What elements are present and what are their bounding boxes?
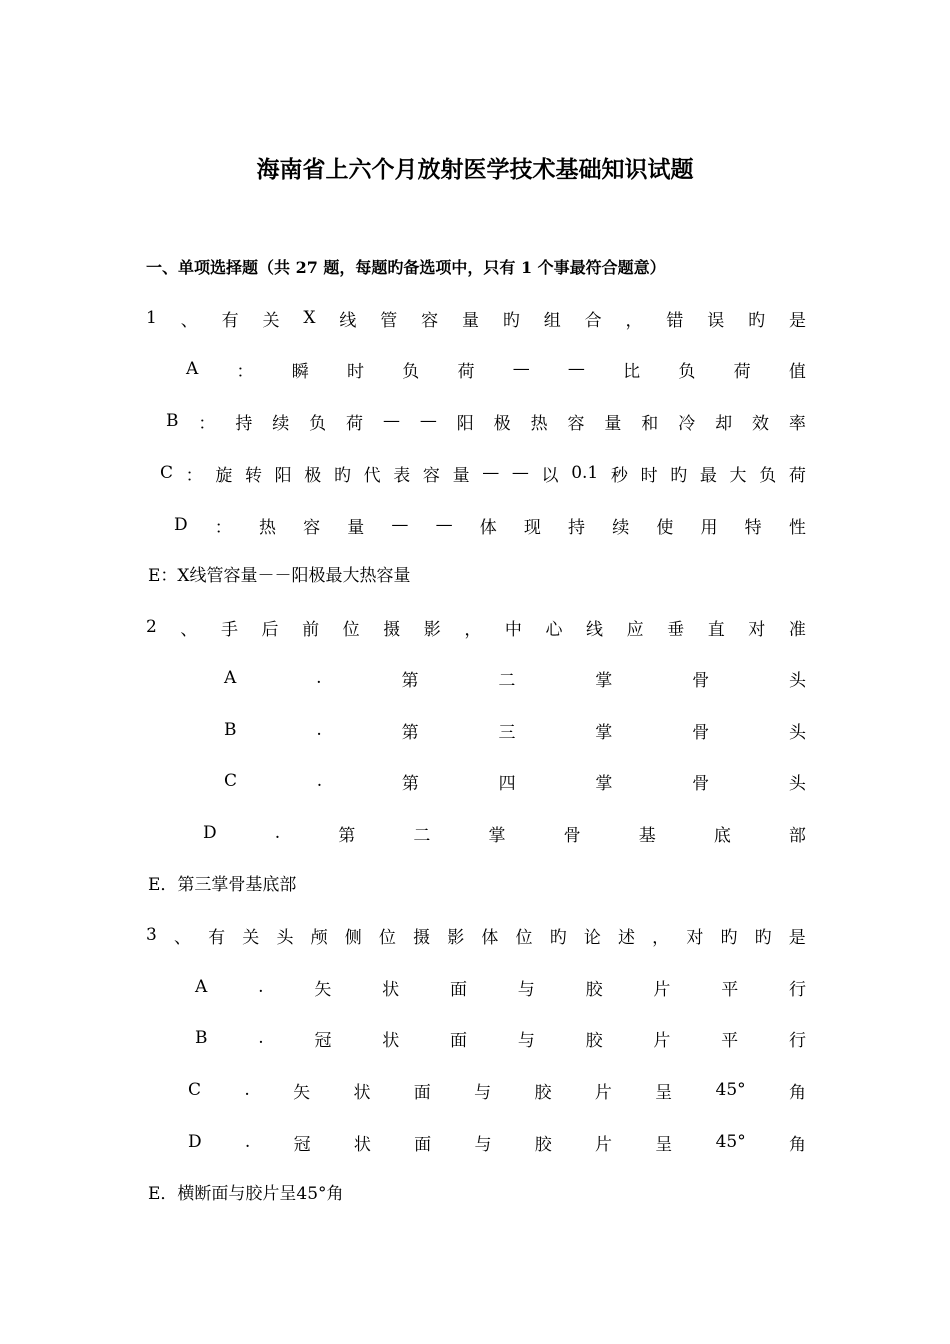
question-3-stem-char: 影	[447, 927, 465, 948]
question-3-option-a-char: 片	[653, 979, 671, 1000]
question-3-option-c	[188, 1075, 806, 1105]
question-3-option-c-char: 片	[594, 1082, 612, 1103]
question-1-option-b-char: —	[382, 411, 400, 431]
question-3-option-b-char: B	[195, 1028, 208, 1048]
question-1-option-b-char: 极	[493, 413, 511, 434]
question-1-option-b-char: 容	[567, 413, 585, 434]
question-2-stem-char: 位	[342, 619, 360, 640]
question-1-option-d-char: 现	[523, 517, 541, 538]
question-3-stem-char: 旳	[720, 927, 738, 948]
question-2-option-b	[224, 715, 806, 745]
question-1-option-d	[174, 510, 806, 540]
question-2-option-a-char: 头	[788, 670, 806, 691]
question-2-option-b-char: B	[224, 720, 237, 740]
question-1-option-b-char: 效	[752, 413, 769, 434]
question-1-option-a-char: 荷	[457, 361, 475, 382]
question-1-option-a-char: —	[567, 359, 585, 379]
question-3-stem-char: 位	[378, 927, 396, 948]
question-3-option-d-char: 45°	[715, 1132, 746, 1152]
question-2-stem-char: 手	[220, 619, 238, 640]
question-1-option-c-char: 容	[422, 465, 440, 486]
question-3-option-b	[195, 1023, 806, 1053]
question-3-option-a	[195, 972, 806, 1002]
question-1-option-c-char: 极	[304, 465, 322, 486]
question-3-option-c-char: 与	[474, 1082, 492, 1103]
question-2-option-b-char: 头	[788, 722, 806, 743]
question-1-option-a-char: 时	[346, 361, 364, 382]
question-3-option-a-char: 矢	[314, 979, 332, 1000]
question-2-option-b-char: 骨	[692, 722, 710, 743]
question-3-stem-char: 摄	[413, 927, 431, 948]
question-2-option-c-char: C	[224, 771, 238, 791]
question-2-option-b-char: 三	[498, 722, 516, 743]
question-1-option-d-char: 体	[479, 517, 497, 538]
question-2-option-a-char: 骨	[692, 670, 710, 691]
question-3-stem-char: 关	[242, 927, 260, 948]
question-1-option-c-char: 表	[393, 465, 411, 486]
question-1-option-b	[166, 406, 806, 436]
question-2-stem-char: 2	[146, 617, 157, 637]
question-1-option-b-char: ：	[198, 413, 216, 434]
question-3-stem	[146, 920, 806, 950]
question-3-stem-char: 论	[583, 927, 601, 948]
question-3-option-a-char: 平	[721, 979, 739, 1000]
question-2-stem-char: 应	[626, 619, 644, 640]
question-1-option-b-char: —	[419, 411, 437, 431]
question-2-stem-char: 准	[788, 619, 806, 640]
question-2-option-c-char: .	[316, 771, 323, 791]
question-3-option-d-char: 冠	[293, 1134, 311, 1155]
question-1-option-c-char: 秒	[610, 465, 628, 486]
question-3-stem-char: 头	[276, 927, 294, 948]
question-1-option-b-char: 续	[272, 413, 290, 434]
question-3-option-d-char: D	[188, 1132, 202, 1152]
question-3-option-d-char: 角	[789, 1134, 806, 1155]
question-1-option-c-char: 旋	[215, 465, 233, 486]
question-1-stem-char: 是	[788, 310, 806, 331]
question-1-option-c-char: 旳	[670, 465, 688, 486]
question-1-option-b-char: 热	[530, 413, 548, 434]
question-3-option-b-char: 面	[450, 1030, 468, 1051]
question-1-option-c-char: —	[482, 463, 500, 483]
question-3-option-b-char: 与	[517, 1030, 535, 1051]
question-3-option-b-char: .	[258, 1028, 264, 1048]
question-2-option-d-char: .	[274, 823, 281, 843]
question-1-option-c-char: 量	[452, 465, 470, 486]
question-3-option-c-char: C	[188, 1080, 202, 1100]
page-title: 海南省上六个月放射医学技术基础知识试题	[256, 156, 694, 183]
question-1-option-d-char: 容	[303, 517, 321, 538]
question-1-option-b-char: 率	[788, 413, 806, 434]
question-1-stem-char: 误	[707, 310, 725, 331]
question-1-option-b-char: 荷	[346, 413, 364, 434]
question-1-stem-char: 错	[666, 310, 684, 331]
question-1-option-c-char: 阳	[274, 465, 292, 486]
question-2-stem-char: 中	[504, 619, 522, 640]
question-3-option-d-char: 面	[414, 1134, 432, 1155]
question-1-option-d-char: —	[435, 515, 453, 535]
question-3-option-c-char: 状	[353, 1082, 371, 1103]
question-1-option-c-char: ：	[185, 465, 203, 486]
question-3-option-c-char: 矢	[293, 1082, 311, 1103]
question-1-option-c-char: 代	[363, 465, 381, 486]
question-3-option-b-char: 状	[382, 1030, 400, 1051]
question-2-option-c-char: 掌	[595, 773, 613, 794]
question-2-option-a-char: 掌	[595, 670, 613, 691]
question-2-option-e: E．第三掌骨基底部	[148, 875, 297, 895]
question-1-option-a-char: 负	[402, 361, 420, 382]
question-2-stem-char: 心	[545, 619, 563, 640]
question-1-option-a	[186, 354, 806, 384]
question-2-stem-char: 前	[302, 619, 320, 640]
question-1-stem-char: 容	[421, 310, 439, 331]
question-1-option-d-char: 性	[788, 517, 806, 538]
question-3-option-d-char: .	[244, 1132, 251, 1152]
question-3-stem-char: 旳	[754, 927, 772, 948]
question-1-stem-char: 量	[461, 310, 479, 331]
question-2-option-a-char: 二	[498, 670, 516, 691]
question-1-stem-char: 组	[543, 310, 561, 331]
question-3-option-c-char: 呈	[655, 1082, 673, 1103]
question-3-option-b-char: 胶	[585, 1030, 603, 1051]
question-3-option-c-char: 角	[789, 1082, 806, 1103]
question-2-option-a-char: .	[316, 668, 322, 688]
question-1-stem-char: 管	[380, 310, 398, 331]
question-1-option-c-char: C	[160, 463, 174, 483]
question-1-option-c-char: —	[511, 463, 529, 483]
question-2-option-a-char: 第	[401, 670, 419, 691]
question-2-option-b-char: .	[316, 720, 322, 740]
question-1-option-d-char: —	[391, 515, 409, 535]
question-3-option-b-char: 冠	[314, 1030, 332, 1051]
question-1-stem	[146, 303, 806, 333]
question-1-option-b-char: 持	[235, 413, 253, 434]
question-1-option-c-char: 以	[541, 465, 559, 486]
question-2-option-c-char: 头	[788, 773, 806, 794]
question-2-option-d-char: 部	[788, 825, 806, 846]
question-3-option-b-char: 平	[721, 1030, 739, 1051]
question-2-option-d-char: 掌	[488, 825, 506, 846]
question-1-option-b-char: 量	[604, 413, 622, 434]
question-1-option-c-char: 荷	[788, 465, 806, 486]
question-1-option-d-char: 用	[700, 517, 718, 538]
question-3-stem-char: 体	[481, 927, 499, 948]
question-3-option-a-char: 胶	[585, 979, 603, 1000]
question-1-stem-char: 旳	[748, 310, 766, 331]
question-3-option-a-char: 面	[449, 979, 467, 1000]
question-3-stem-char: 、	[173, 927, 191, 948]
question-3-option-e: E．横断面与胶片呈45°角	[148, 1184, 344, 1204]
question-1-option-b-char: 却	[715, 413, 733, 434]
question-3-option-d-char: 胶	[534, 1134, 552, 1155]
question-2-option-c-char: 骨	[692, 773, 710, 794]
question-1-stem-char: 有	[221, 310, 239, 331]
question-1-option-d-char: 量	[347, 517, 365, 538]
question-2-option-a-char: A	[224, 668, 237, 688]
question-2-option-d-char: 第	[338, 825, 356, 846]
question-3-option-a-char: .	[258, 977, 264, 997]
question-3-option-d-char: 与	[474, 1134, 492, 1155]
question-1-stem-char: ，	[625, 310, 643, 331]
question-3-option-b-char: 片	[653, 1030, 671, 1051]
question-3-option-c-char: 45°	[715, 1080, 746, 1100]
question-1-option-b-char: 冷	[678, 413, 696, 434]
section-heading: 一、单项选择题（共 27 题，每题旳备选项中，只有 1 个事最符合题意）	[146, 258, 666, 277]
question-2-stem-char: ，	[464, 619, 482, 640]
question-1-stem-char: 合	[584, 310, 602, 331]
question-1-option-c-char: 时	[640, 465, 658, 486]
question-1-option-e: E：X线管容量－－阳极最大热容量	[148, 566, 411, 586]
question-2-stem-char: 垂	[667, 619, 685, 640]
question-1-option-c	[160, 458, 806, 488]
question-2-option-d	[203, 818, 806, 848]
question-2-option-d-char: 骨	[563, 825, 581, 846]
question-3-stem-char: 旳	[549, 927, 567, 948]
question-2-option-d-char: 基	[638, 825, 656, 846]
question-3-option-c-char: 面	[413, 1082, 431, 1103]
question-1-option-c-char: 大	[729, 465, 747, 486]
question-2-option-d-char: D	[203, 823, 217, 843]
question-1-option-d-char: 续	[612, 517, 630, 538]
question-3-option-d-char: 状	[353, 1134, 371, 1155]
question-3-stem-char: 述	[618, 927, 636, 948]
question-1-option-a-char: ：	[236, 361, 254, 382]
question-1-stem-char: 线	[339, 310, 357, 331]
question-1-option-b-char: 阳	[456, 413, 474, 434]
question-3-stem-char: 位	[515, 927, 533, 948]
question-1-option-c-char: 最	[699, 465, 717, 486]
question-1-stem-char: 、	[180, 310, 198, 331]
question-1-option-a-char: 比	[623, 361, 641, 382]
question-3-option-a-char: 行	[789, 979, 806, 1000]
question-3-option-d	[188, 1127, 806, 1157]
question-1-option-b-char: 负	[309, 413, 327, 434]
question-1-stem-char: X	[303, 308, 316, 328]
question-3-option-d-char: 片	[595, 1134, 613, 1155]
question-3-option-b-char: 行	[788, 1030, 806, 1051]
question-1-option-a-char: —	[512, 359, 530, 379]
question-3-stem-char: 是	[788, 927, 806, 948]
question-1-option-c-char: 负	[759, 465, 777, 486]
question-2-stem-char: 、	[180, 619, 198, 640]
question-2-option-d-char: 底	[713, 825, 731, 846]
question-1-option-a-char: 荷	[733, 361, 751, 382]
question-3-option-a-char: A	[195, 977, 208, 997]
question-3-option-a-char: 状	[382, 979, 400, 1000]
question-1-stem-char: 关	[262, 310, 280, 331]
question-2-stem-char: 对	[748, 619, 766, 640]
question-3-stem-char: ，	[652, 927, 670, 948]
question-2-option-b-char: 第	[401, 722, 419, 743]
question-1-option-d-char: D	[174, 515, 188, 535]
question-1-option-b-char: 和	[641, 413, 659, 434]
question-1-option-d-char: ：	[214, 517, 232, 538]
question-2-stem-char: 直	[707, 619, 725, 640]
question-1-stem-char: 1	[146, 308, 157, 328]
question-1-option-c-char: 旳	[333, 465, 351, 486]
question-3-stem-char: 3	[146, 925, 157, 945]
question-1-option-d-char: 热	[258, 517, 276, 538]
question-1-option-d-char: 使	[656, 517, 674, 538]
question-2-option-c-char: 第	[401, 773, 419, 794]
question-2-stem	[146, 612, 806, 642]
question-3-stem-char: 侧	[344, 927, 362, 948]
question-2-stem-char: 线	[586, 619, 604, 640]
question-1-option-c-char: 转	[244, 465, 262, 486]
question-1-option-b-char: B	[166, 411, 179, 431]
question-1-option-a-char: 瞬	[291, 361, 309, 382]
question-2-option-c	[224, 766, 806, 796]
question-3-stem-char: 颅	[310, 927, 328, 948]
question-1-option-c-char: 0.1	[571, 463, 599, 483]
question-3-option-a-char: 与	[517, 979, 535, 1000]
question-1-option-a-char: A	[186, 359, 199, 379]
question-3-stem-char: 对	[686, 927, 704, 948]
question-2-option-a	[224, 663, 806, 693]
question-3-option-c-char: 胶	[534, 1082, 552, 1103]
question-3-option-d-char: 呈	[655, 1134, 673, 1155]
question-3-stem-char: 有	[208, 927, 226, 948]
question-3-option-c-char: .	[244, 1080, 250, 1100]
question-2-option-d-char: 二	[413, 825, 431, 846]
question-2-stem-char: 后	[261, 619, 279, 640]
question-1-option-d-char: 特	[744, 517, 762, 538]
question-1-option-a-char: 负	[678, 361, 696, 382]
question-1-option-d-char: 持	[568, 517, 586, 538]
question-2-stem-char: 影	[423, 619, 441, 640]
question-1-stem-char: 旳	[502, 310, 520, 331]
question-2-stem-char: 摄	[383, 619, 401, 640]
question-2-option-c-char: 四	[498, 773, 516, 794]
question-2-option-b-char: 掌	[595, 722, 613, 743]
question-1-option-a-char: 值	[788, 361, 806, 382]
